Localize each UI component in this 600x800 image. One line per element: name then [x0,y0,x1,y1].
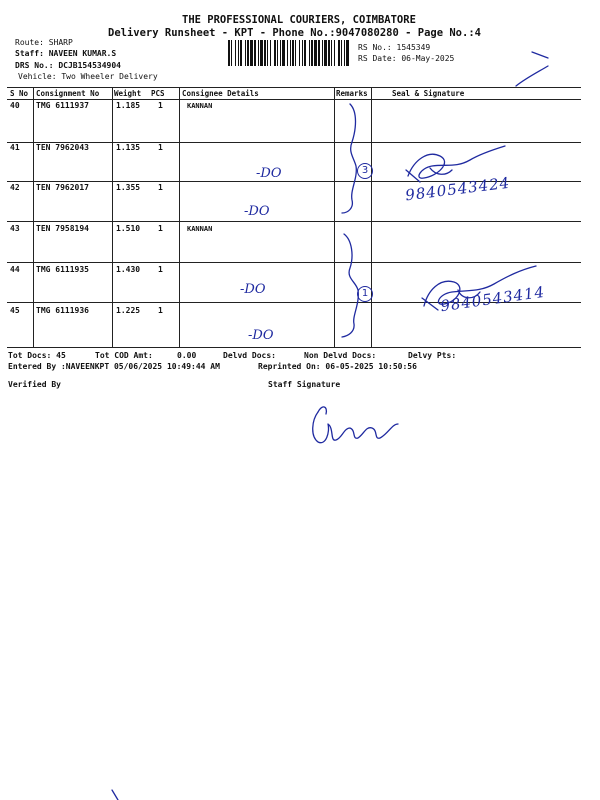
handwritten-phone: 9840543414 [439,282,547,316]
vehicle-label: Vehicle: Two Wheeler Delivery [18,72,158,81]
non-delvd-docs: Non Delvd Docs: [304,351,377,360]
table-row-pcs: 1 [158,265,163,274]
ink-stroke [516,52,548,86]
table-row-sno: 41 [10,143,20,152]
staff-signature [313,412,398,443]
table-row-weight: 1.510 [116,224,141,233]
verified-by: Verified By [8,380,61,389]
handwritten-phone: 9840543424 [404,173,512,205]
ink-stroke [112,790,118,800]
customer-signature [408,146,505,178]
table-row-consignment: TEN 7962017 [36,183,89,192]
remark-circled-number: 3 [357,163,373,179]
table-row-weight: 1.355 [116,183,141,192]
table-row-pcs: 1 [158,224,163,233]
remark-circled-number: 1 [357,286,373,302]
entered-by: Entered By :NAVEENKPT 05/06/2025 10:49:44 AM [8,362,220,371]
header-sno: S No [10,89,29,98]
reprinted-on: Reprinted On: 06-05-2025 10:50:56 [258,362,417,371]
header-pcs: PCS [151,89,165,98]
table-row-pcs: 1 [158,101,163,110]
delvy-pts: Delvy Pts: [408,351,457,360]
rs-date: RS Date: 06-May-2025 [358,54,455,63]
runsheet-subtitle: Delivery Runsheet - KPT - Phone No.:9047080280 - Page No.:4 [108,27,481,39]
tot-cod-label: Tot COD Amt: [95,351,153,360]
table-row-sno: 43 [10,224,20,233]
header-consignment: Consignment No [36,89,100,98]
table-row-consignment: TMG 6111936 [36,306,89,315]
ditto-mark: -DO [240,282,266,297]
route-label: Route: SHARP [15,38,73,47]
table-row-weight: 1.135 [116,143,141,152]
table-row-consignment: TMG 6111937 [36,101,89,110]
table-row-sno: 45 [10,306,20,315]
table-row-sno: 40 [10,101,20,110]
remark-bracket [342,104,356,213]
customer-signature [424,266,536,306]
staff-signature-label: Staff Signature [268,380,341,389]
table-row-consignee: KANNAN [187,102,213,110]
header-remarks: Remarks [336,89,368,98]
delvd-docs: Delvd Docs: [223,351,276,360]
ditto-mark: -DO [248,328,274,343]
customer-signature [406,168,452,182]
table-row-pcs: 1 [158,306,163,315]
table-row-weight: 1.185 [116,101,141,110]
ditto-mark: -DO [244,204,270,219]
table-row-consignment: TEN 7962043 [36,143,89,152]
tot-cod-value: 0.00 [177,351,197,360]
table-row-weight: 1.430 [116,265,141,274]
table-row-pcs: 1 [158,183,163,192]
staff-signature [318,407,326,414]
table-row-consignment: TMG 6111935 [36,265,89,274]
table-row-pcs: 1 [158,143,163,152]
table-row-weight: 1.225 [116,306,141,315]
company-title: THE PROFESSIONAL COURIERS, COIMBATORE [182,14,416,26]
header-consignee: Consignee Details [182,89,259,98]
table-row-consignee: KANNAN [187,225,213,233]
table-row-sno: 42 [10,183,20,192]
table-row-consignment: TEN 7958194 [36,224,89,233]
customer-signature [422,290,480,310]
rs-no: RS No.: 1545349 [358,43,431,52]
drs-label: DRS No.: DCJB154534904 [15,61,121,70]
remark-bracket [342,234,358,337]
header-seal-signature: Seal & Signature [392,89,465,98]
header-weight: Weight [114,89,142,98]
tot-docs: Tot Docs: 45 [8,351,66,360]
table-row-sno: 44 [10,265,20,274]
staff-label: Staff: NAVEEN KUMAR.S [15,49,117,58]
ditto-mark: -DO [256,166,282,181]
